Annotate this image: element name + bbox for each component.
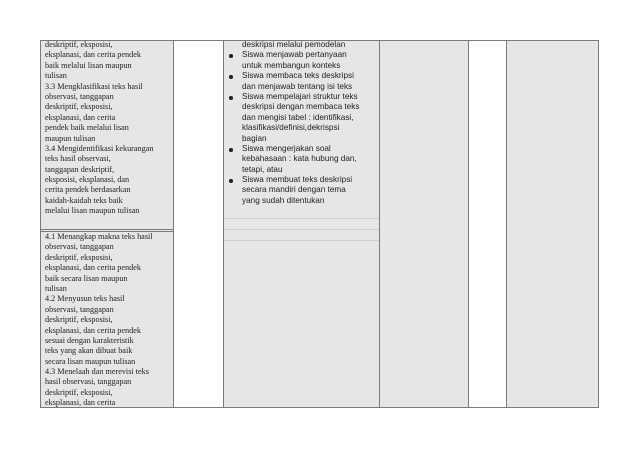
column-divider [506, 40, 507, 408]
kegiatan-line [229, 134, 379, 144]
column-divider [223, 40, 224, 408]
row-separator [224, 218, 379, 219]
kegiatan-bullet-item [229, 144, 379, 154]
kd-row-divider [40, 229, 174, 230]
kd-line: eksposisi, eksplanasi, dan [45, 175, 130, 185]
kd-line: baik melalui lisan maupun [45, 60, 132, 70]
kd-line: deskriptif, eksposisi, [45, 40, 113, 49]
kegiatan-line [229, 113, 379, 123]
kd-line: pendek baik melalui lisan [45, 123, 129, 133]
kegiatan-bullet-item [229, 175, 379, 185]
kd-line: hasil observasi, tanggapan [45, 377, 132, 387]
kegiatan-line [229, 102, 379, 112]
bullet-icon [229, 148, 233, 152]
bullet-icon [229, 96, 233, 100]
kd-line: tanggapan deskriptif, [45, 164, 115, 174]
kegiatan-bullet-item [229, 50, 379, 60]
kegiatan-text: untuk membangun konteks [242, 60, 341, 70]
kd-line: 4.3 Menelaah dan merevisi teks [45, 367, 149, 377]
kegiatan-line [229, 61, 379, 71]
kompetensi-dasar-row2 [45, 232, 173, 409]
kegiatan-text: tetapi, atau [242, 164, 283, 174]
kegiatan-line [229, 196, 379, 206]
kd-line: kaidah-kaidah teks baik [45, 195, 123, 205]
kd-line: teks hasil observasi, [45, 154, 111, 164]
column-divider [379, 40, 380, 408]
kd-line: observasi, tanggapan [45, 242, 114, 252]
kegiatan-text: kebahasaan : kata hubung dan, [242, 154, 357, 164]
kd-line: 3.3 Mengklasifikasi teks hasil [45, 81, 143, 91]
kegiatan-text: Siswa membuat teks deskripsi [242, 175, 353, 185]
kd-line: 4.1 Menangkap makna teks hasil [45, 232, 153, 241]
kd-line: eksplanasi, dan cerita [45, 398, 116, 408]
kd-line: baik secara lisan maupun [45, 273, 128, 283]
kegiatan-line [229, 185, 379, 195]
kd-line: eksplanasi, dan cerita [45, 112, 116, 122]
kd-line: teks yang akan dibuat baik [45, 346, 133, 356]
kd-line: deskriptif, eksposisi, [45, 315, 113, 325]
kegiatan-text: dan mengisi tabel : identifikasi, [242, 112, 354, 122]
kd-line: maupun tulisan [45, 133, 96, 143]
kegiatan-bullet-item [229, 92, 379, 102]
table-border-right [598, 40, 599, 408]
kd-line: 4.2 Menyusun teks hasil [45, 294, 125, 304]
kegiatan-text: deskripsi dengan membaca teks [242, 102, 360, 112]
kd-line: 3.4 Mengidentifikasi kekurangan [45, 143, 154, 153]
column-divider [468, 40, 469, 408]
kegiatan-text: klasifikasi/definisi,dekrispsi [242, 123, 340, 133]
kegiatan-bullet-item [229, 71, 379, 81]
kegiatan-text: yang sudah ditentukan [242, 195, 325, 205]
bullet-icon [229, 75, 233, 79]
kd-line: deskriptif, eksposisi, [45, 252, 113, 262]
kd-line: observasi, tanggapan [45, 91, 114, 101]
cell-shade-col5 [379, 41, 468, 407]
kegiatan-text: dan menjawab tentang isi teks [242, 81, 353, 91]
kd-line: deskriptif, eksposisi, [45, 387, 113, 397]
column-divider [173, 40, 174, 408]
kd-line: eksplanasi, dan cerita pendek [45, 263, 141, 273]
kegiatan-text: Siswa membaca teks deskripsi [242, 71, 354, 81]
kegiatan-line [229, 40, 379, 50]
kd-line: cerita pendek berdasarkan [45, 185, 131, 195]
kegiatan-line [229, 165, 379, 175]
row-separator [224, 229, 379, 230]
kegiatan-line [229, 154, 379, 164]
kegiatan-pembelajaran [229, 40, 379, 206]
kegiatan-text: deskripsi melalui pemodelan [242, 40, 346, 49]
table-border-left [40, 40, 41, 408]
kd-line: deskriptif, eksposisi, [45, 102, 113, 112]
kegiatan-line [229, 123, 379, 133]
kd-line: tulisan [45, 71, 67, 81]
kegiatan-text: bagian [242, 133, 267, 143]
kd-line: sesuai dengan karakteristik [45, 335, 134, 345]
kd-line: observasi, tanggapan [45, 304, 114, 314]
bullet-icon [229, 179, 233, 183]
kompetensi-dasar-row1 [45, 40, 173, 217]
kd-line: eksplanasi, dan cerita pendek [45, 325, 141, 335]
cell-shade-col7 [506, 41, 598, 407]
bullet-icon [229, 54, 233, 58]
kegiatan-text: Siswa mempelajari struktur teks [242, 91, 358, 101]
kd-line: eksplanasi, dan cerita pendek [45, 50, 141, 60]
kegiatan-line [229, 82, 379, 92]
kd-line: melalui lisan maupun tulisan [45, 206, 140, 216]
kegiatan-text: secara mandiri dengan tema [242, 185, 346, 195]
kd-line: secara lisan maupun tulisan [45, 356, 136, 366]
kd-line: tulisan [45, 283, 67, 293]
kegiatan-text: Siswa menjawab pertanyaan [242, 50, 347, 60]
kegiatan-text: Siswa mengerjakan soal [242, 143, 331, 153]
row-separator [224, 240, 379, 241]
